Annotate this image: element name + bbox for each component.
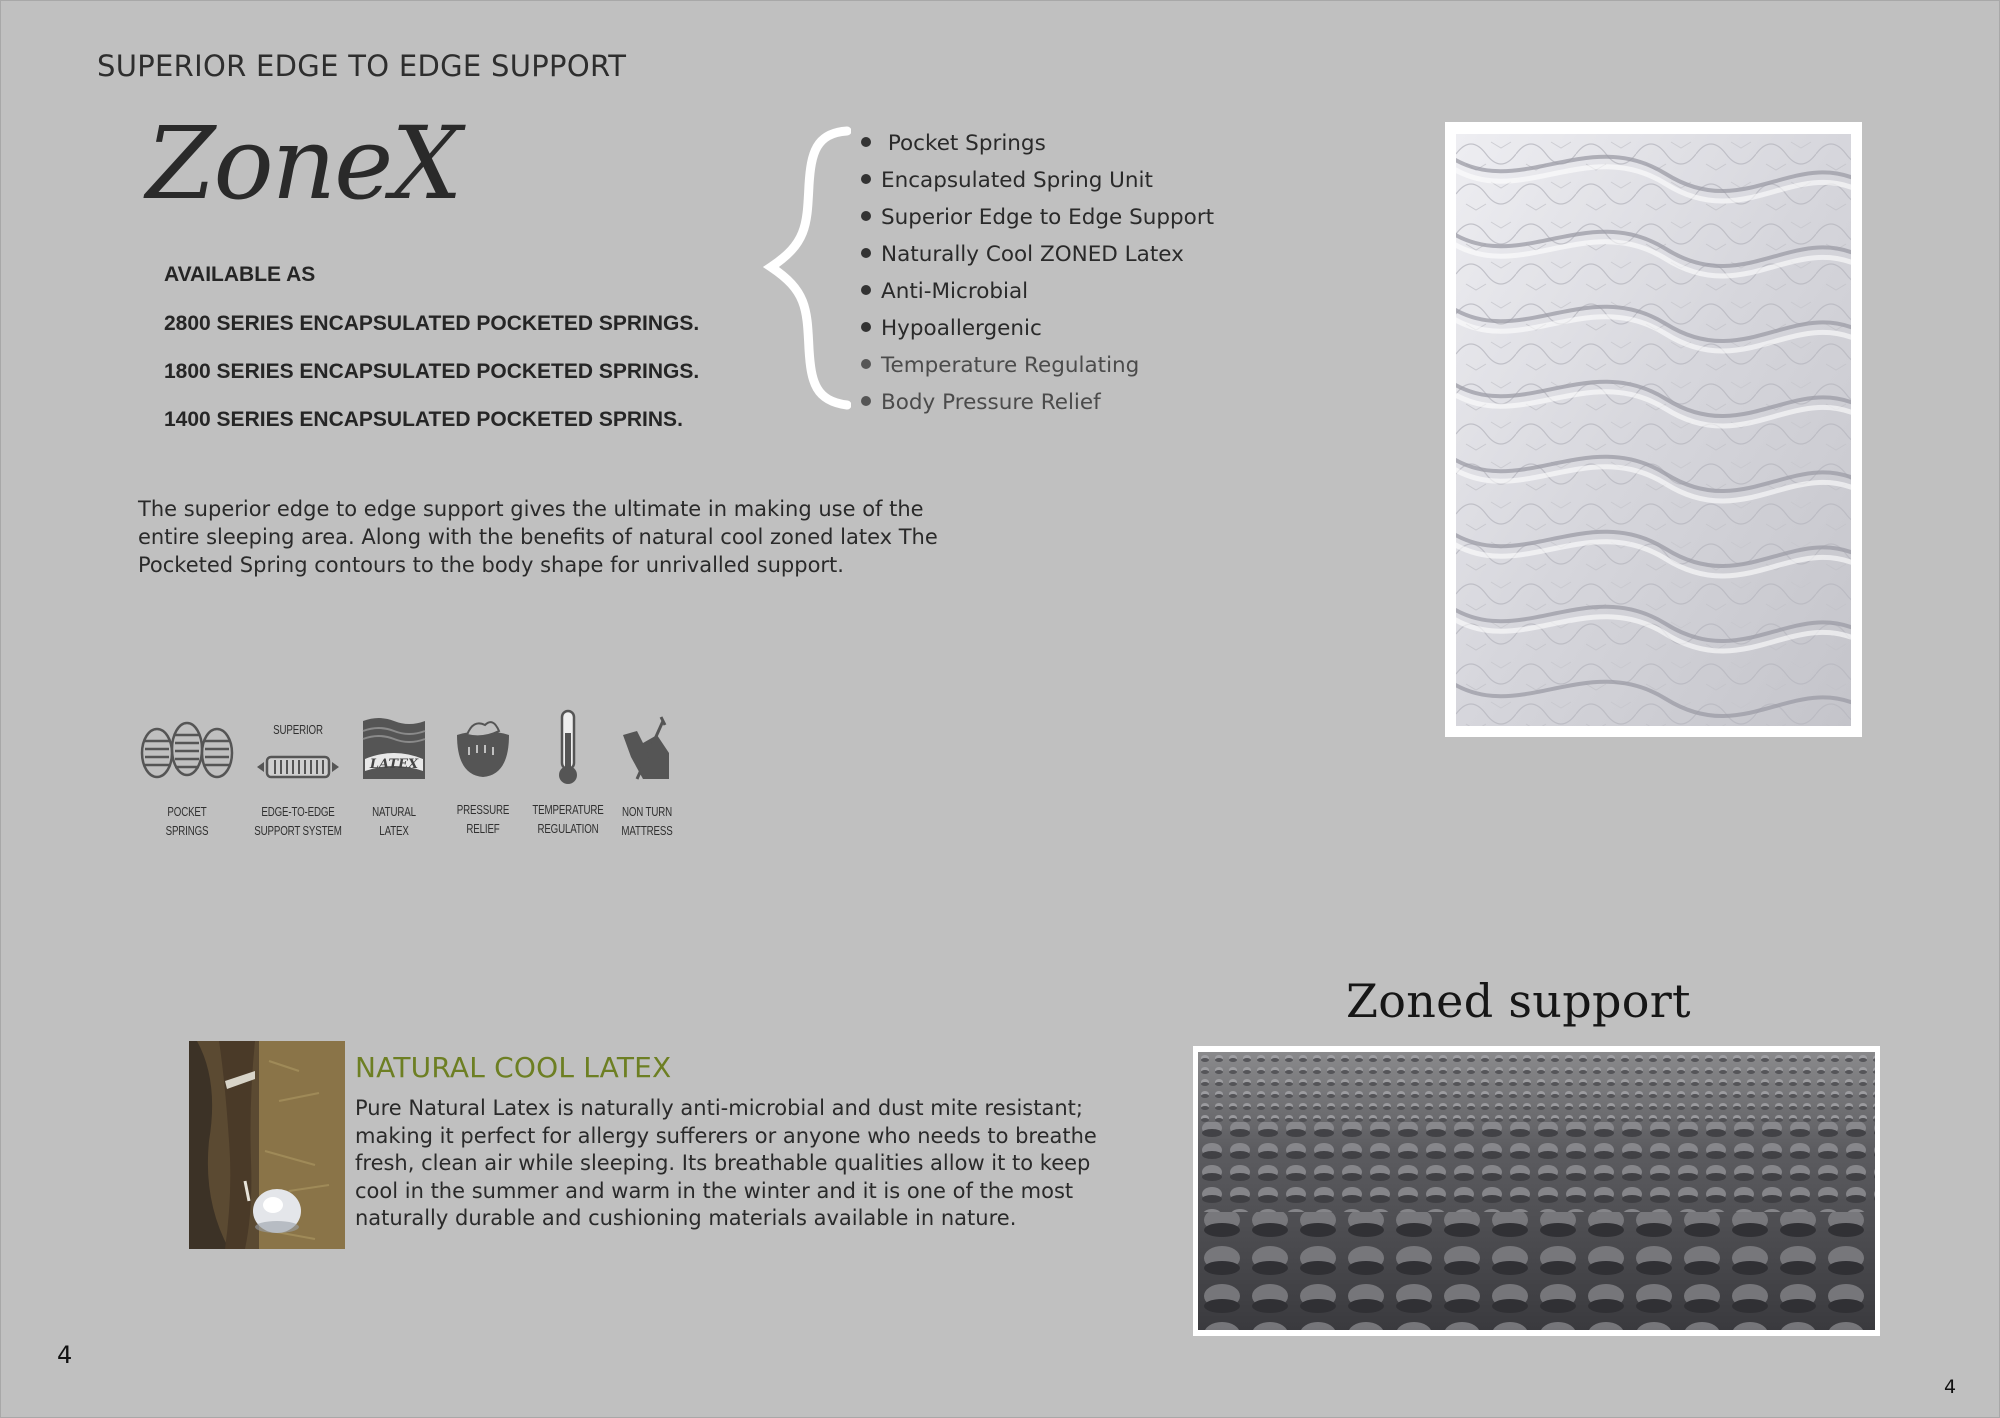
mattress-photo [1445, 122, 1862, 737]
feature-icons-row [137, 713, 697, 853]
zoned-latex-photo [1193, 1046, 1880, 1336]
pressure-relief-feature [453, 713, 513, 836]
icon-label-line: POCKET [167, 805, 207, 819]
natural-cool-latex-text: Pure Natural Latex is naturally anti-microbial and dust mite resistant; making it perfect for allergy sufferers or anyone who needs to breathe fresh, clean air while sleeping. Its breathable qualities allow it to keep cool in the summer and warm in the winter and it is one of the most naturally durable and cushioning materials available in nature. [355, 1096, 1097, 1230]
pocket-springs-icon [137, 713, 237, 783]
rubber-tree-photo [189, 1041, 345, 1249]
icon-label-line: PRESSURE [456, 803, 510, 817]
icon-label-line: NATURAL [372, 805, 416, 819]
feature-item: Body Pressure Relief [861, 384, 1214, 421]
zoned-latex-image [1198, 1052, 1875, 1330]
bullet-icon [861, 137, 871, 147]
icon-label-line: LATEX [379, 824, 409, 838]
feature-item: Pocket Springs [861, 125, 1214, 162]
pressure-relief-icon [453, 713, 513, 783]
pocket-springs-feature [137, 713, 237, 838]
feature-item: Hypoallergenic [861, 310, 1214, 347]
bullet-icon [861, 285, 871, 295]
bullet-icon [861, 322, 871, 332]
icon-label-line: RELIEF [466, 822, 500, 836]
latex-badge-text: LATEX [369, 757, 419, 772]
quilted-fabric-image [1456, 134, 1851, 726]
icon-label-line: SUPPORT SYSTEM [254, 824, 342, 838]
curly-brace-icon [761, 125, 851, 410]
zoned-support-title: Zoned support [1346, 974, 1691, 1028]
page-header: SUPERIOR EDGE TO EDGE SUPPORT [97, 49, 627, 83]
bullet-icon [861, 248, 871, 258]
latex-block-icon [359, 713, 429, 783]
intro-paragraph: The superior edge to edge support gives the ultimate in making use of the entire sleeping area. Along with the benefits of natural cool zoned latex The Pocketed Spring contours to the body shape for unrivalled support. [138, 497, 938, 577]
brand-title: ZoneX [146, 105, 461, 222]
availability-item: 2800 SERIES ENCAPSULATED POCKETED SPRINGS. [164, 312, 700, 335]
bullet-icon [861, 211, 871, 221]
icon-label-line: MATTRESS [621, 824, 673, 838]
bullet-icon [861, 174, 871, 184]
page-number-right: 4 [1944, 1376, 1957, 1398]
natural-latex-feature [359, 713, 429, 838]
icon-label-line: REGULATION [537, 822, 599, 836]
icon-label-line: SPRINGS [165, 824, 209, 838]
bullet-icon [861, 359, 871, 369]
non-turn-feature [617, 713, 677, 838]
availability-item: 1800 SERIES ENCAPSULATED POCKETED SPRINGS. [164, 360, 700, 383]
feature-item: Anti-Microbial [861, 273, 1214, 310]
icon-label-line: TEMPERATURE [532, 803, 604, 817]
icon-label-line: EDGE-TO-EDGE [261, 805, 335, 819]
feature-item: Temperature Regulating [861, 347, 1214, 384]
superior-caption: SUPERIOR [273, 723, 323, 737]
availability-heading: AVAILABLE AS [164, 263, 316, 286]
feature-item: Encapsulated Spring Unit [861, 162, 1214, 199]
non-turn-hand-icon [617, 713, 677, 783]
natural-cool-latex-title: NATURAL COOL LATEX [355, 1051, 672, 1084]
bullet-icon [861, 396, 871, 406]
feature-list [861, 125, 1214, 421]
thermometer-icon [543, 709, 593, 787]
page-number-left: 4 [57, 1341, 73, 1369]
edge-support-icon [255, 713, 341, 783]
feature-item: Naturally Cool ZONED Latex [861, 236, 1214, 273]
icon-label-line: NON TURN [621, 805, 673, 819]
availability-item: 1400 SERIES ENCAPSULATED POCKETED SPRINS. [164, 408, 683, 431]
feature-item: Superior Edge to Edge Support [861, 199, 1214, 236]
